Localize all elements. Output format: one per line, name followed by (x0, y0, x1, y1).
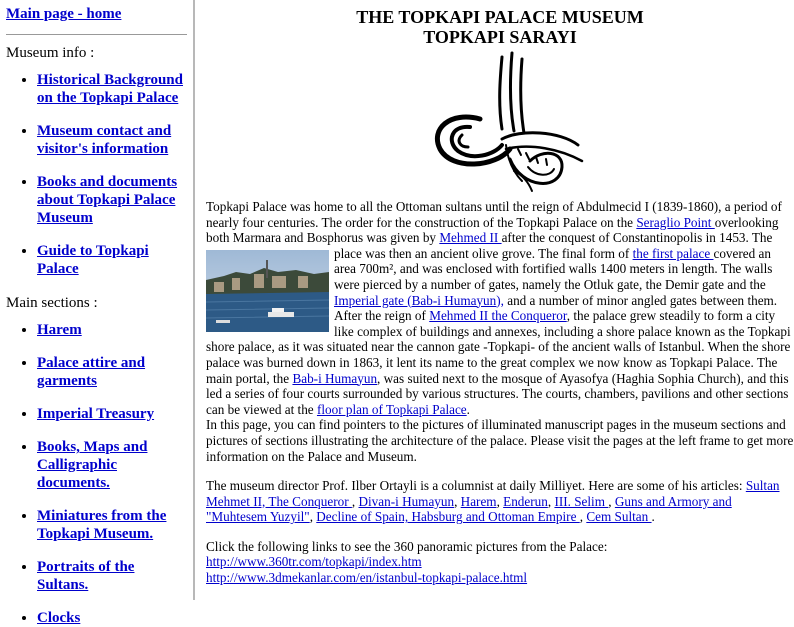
floor-plan-link[interactable]: floor plan of Topkapi Palace (316, 401, 467, 417)
palace-photo (206, 250, 329, 332)
mehmed-conqueror-link[interactable]: Mehmed II the Conqueror (429, 308, 567, 324)
sidebar-divider (6, 34, 187, 35)
palace-attire-link[interactable]: Palace attire and garments (37, 355, 146, 389)
list-item (37, 321, 187, 339)
guide-link[interactable]: Guide to Topkapi Palace (37, 243, 149, 277)
article-link-divan[interactable]: Divan-i Humayun (358, 493, 455, 509)
imperial-treasury-link[interactable]: Imperial Treasury (37, 406, 155, 422)
miniatures-link[interactable]: Miniatures from the Topkapi Museum. (37, 508, 167, 542)
article-link-harem[interactable]: Harem (460, 493, 497, 509)
intro-text-9: In this page, you can find pointers to the pictures of illuminated manuscript pages in the museum sections and pictures of sections illustrating the architecture of the palace. Please visit the pages at the left frame to get more information on the Palace and Museum. (206, 417, 794, 464)
list-item (37, 173, 187, 227)
panorama-paragraph (206, 539, 794, 586)
museum-info-list (6, 71, 187, 278)
intro-text-1: Topkapi Palace was home to all the Ottoman sultans until the reign of Abdulmecid I (1839-1860), a period of nearly four centuries. The order for the construction of the Topkapi Palace on the (206, 199, 782, 230)
imperial-gate-link[interactable]: Imperial gate (Bab-i Humayun), (334, 292, 504, 308)
list-item (37, 558, 187, 594)
separator: , (579, 509, 587, 525)
intro-paragraph (206, 199, 794, 464)
article-link-enderun[interactable]: Enderun (503, 493, 548, 509)
intro-text-6: , the palace grew steadily to form a city like complex of buildings and annexes, including a shore palace known as the Topkapi shore palace, as it was situated near the cannon gate -Topkapi- of the ancient walls of Istanbul. When the shore palace was burned down in 1863, it lent its name to the great complex we now know as Topkapi Palace. The main portal, the (206, 308, 791, 386)
mehmed-ii-link[interactable]: Mehmed II (439, 230, 502, 246)
end-period: . (651, 509, 655, 525)
list-item (37, 405, 187, 423)
panorama-link-360tr[interactable]: http://www.360tr.com/topkapi/index.htm (206, 554, 422, 570)
museum-contact-link[interactable]: Museum contact and visitor's information (37, 123, 172, 157)
content-frame[interactable] (197, 0, 794, 600)
clocks-link[interactable]: Clocks (37, 610, 81, 626)
intro-text-4: covered an area 700m², and was enclosed with fortified walls 1400 meters in length. The walls were pierced by a number of gates, namely the Otluk gate, the Demir gate and the (334, 245, 773, 292)
books-documents-link[interactable]: Books and documents about Topkapi Palace Museum (37, 174, 178, 226)
page-title-line2: TOPKAPI SARAYI (423, 27, 577, 47)
main-sections-heading: Main sections : (6, 295, 98, 311)
intro-text-2: overlooking both Marmara and Bosphorus was given by (206, 214, 779, 246)
article-link-cem-sultan[interactable]: Cem Sultan (586, 509, 652, 525)
home-link[interactable]: Main page - home (6, 6, 122, 22)
article-link-selim[interactable]: III. Selim (554, 493, 609, 509)
list-item (37, 122, 187, 158)
article-link-guns[interactable]: Guns and Armory and "Muhtesem Yuzyil" (206, 493, 732, 525)
separator: , (608, 493, 615, 509)
main-sections-list (6, 321, 187, 627)
harem-link[interactable]: Harem (37, 322, 82, 338)
page-title-line1: THE TOPKAPI PALACE MUSEUM (356, 7, 644, 27)
intro-text-8: . (466, 401, 470, 417)
books-maps-link[interactable]: Books, Maps and Calligraphic documents. (37, 439, 148, 491)
separator: , (454, 493, 461, 509)
list-item (37, 507, 187, 543)
article-link-mehmet[interactable]: Sultan Mehmet II, The Conqueror (206, 478, 780, 509)
separator: , (309, 509, 317, 525)
separator: , (496, 493, 504, 509)
separator: , (547, 493, 555, 509)
historical-background-link[interactable]: Historical Background on the Topkapi Palace (37, 72, 183, 106)
separator: , (351, 493, 359, 509)
intro-text-5: and a number of minor angled gates between them. After the reign of (334, 292, 778, 324)
sidebar-frame[interactable] (0, 0, 195, 626)
list-item (37, 438, 187, 492)
page-title (206, 7, 794, 47)
list-item (37, 354, 187, 390)
seraglio-point-link[interactable]: Seraglio Point (636, 214, 715, 230)
article-link-decline[interactable]: Decline of Spain, Habsburg and Ottoman Empire (316, 509, 580, 525)
tughra-icon (410, 49, 590, 199)
panorama-link-3dmekanlar[interactable]: http://www.3dmekanlar.com/en/istanbul-topkapi-palace.html (206, 570, 528, 586)
portraits-link[interactable]: Portraits of the Sultans. (37, 559, 135, 593)
bab-i-humayun-link[interactable]: Bab-i Humayun (292, 370, 378, 386)
intro-text-3: after the conquest of Constantinopolis in 1453. The place was then an ancient olive grove. The final form of (334, 230, 773, 261)
director-text: The museum director Prof. Ilber Ortayli is a columnist at daily Milliyet. Here are some of his articles: (206, 478, 746, 494)
panorama-text: Click the following links to see the 360 panoramic pictures from the Palace: (206, 538, 608, 554)
list-item (37, 242, 187, 278)
director-paragraph (206, 478, 794, 525)
first-palace-link[interactable]: the first palace (632, 245, 714, 261)
intro-text-7: , was suited next to the mosque of Ayasofya (Haghia Sophia Church), and this led a series of four courts surrounded by various structures. The courts, chambers, pavilions and other sections can be viewed at the (206, 370, 789, 417)
list-item (37, 71, 187, 107)
museum-info-heading: Museum info : (6, 45, 95, 61)
list-item (37, 609, 187, 627)
